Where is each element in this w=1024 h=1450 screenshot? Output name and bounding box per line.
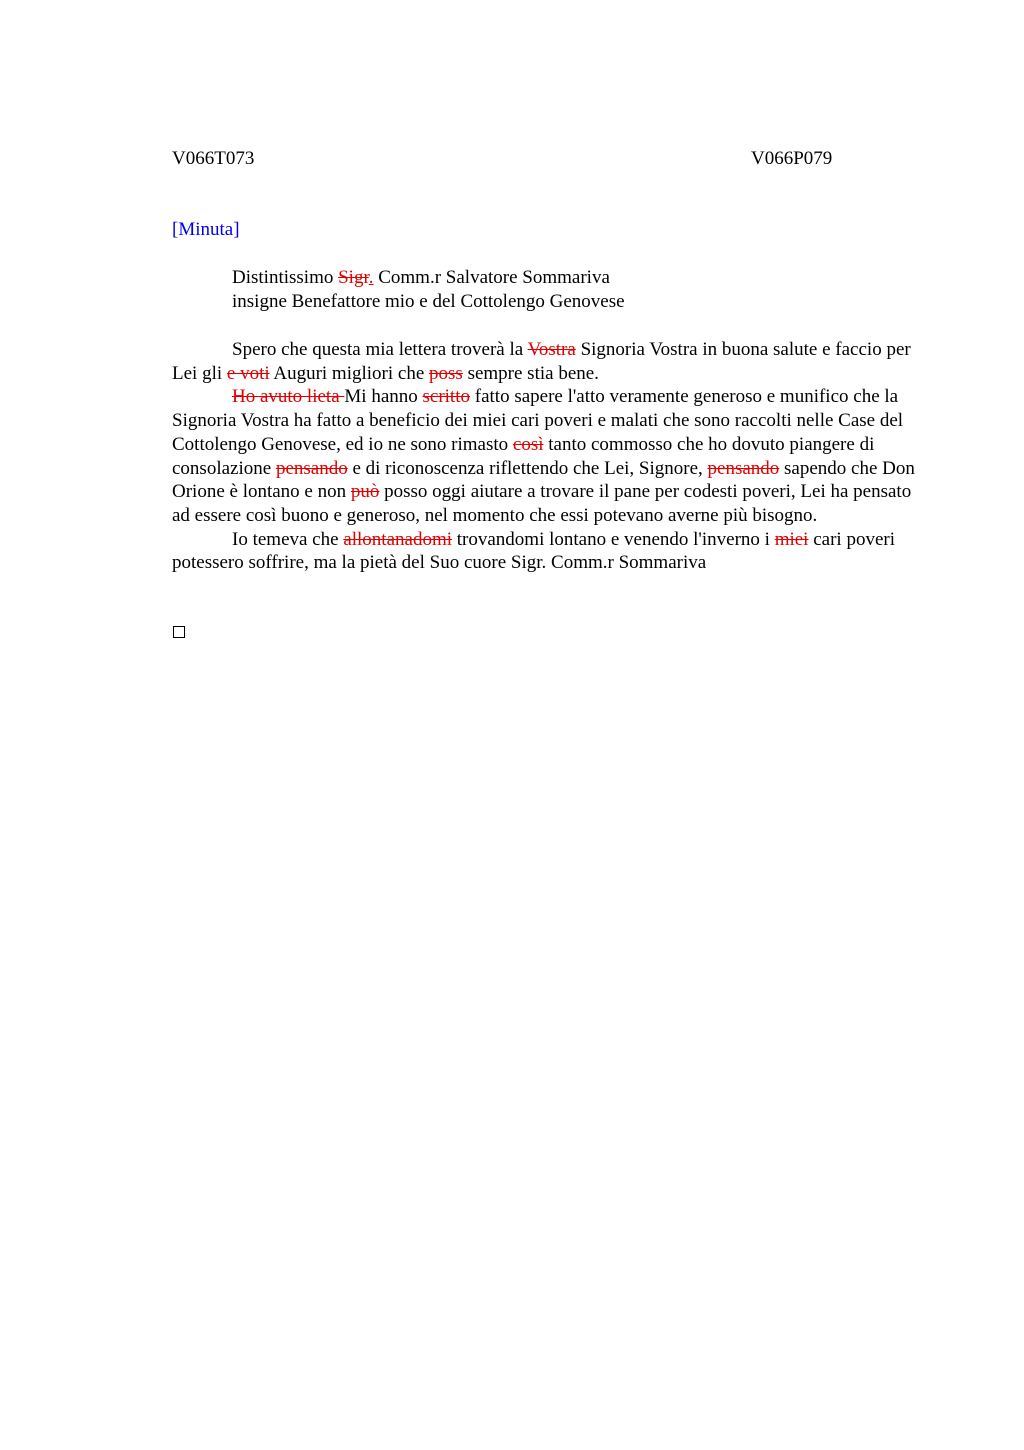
minuta-label: [Minuta] xyxy=(172,219,240,240)
deleted-text: scritto xyxy=(422,386,470,408)
letter-body xyxy=(172,338,932,575)
body-text: cari poveri potessero soffrire, ma la pietà del Suo cuore Sigr. Comm.r Sommariva xyxy=(172,528,895,574)
body-text: Io temeva che xyxy=(232,528,344,550)
address-line-1 xyxy=(232,266,625,290)
body-text: fatto sapere l'atto veramente generoso e munifico che la Signoria Vostra ha fatto a beneficio dei miei cari poveri e malati che sono raccolti nelle Case del Cottolengo Genovese, ed io ne sono rimasto xyxy=(172,386,904,455)
address-text: Comm.r Salvatore Sommariva xyxy=(373,267,610,288)
paragraph-2 xyxy=(172,385,932,527)
deleted-text: allontanadomi xyxy=(343,528,453,550)
deleted-text: Sigr xyxy=(338,267,369,288)
body-text: sapendo che Don Orione è lontano e non xyxy=(172,457,915,503)
body-text: trovandomi lontano e venendo l'inverno i xyxy=(452,528,775,550)
address-line-2: insigne Benefattore mio e del Cottolengo Genovese xyxy=(232,291,625,312)
deleted-text: Ho avuto lieta xyxy=(232,386,345,408)
body-text: posso oggi aiutare a trovare il pane per codesti poveri, Lei ha pensato ad essere così buono e generoso, nel momento che essi potevano averne più bisogno. xyxy=(172,481,912,526)
body-text: Spero che questa mia lettera troverà la xyxy=(232,339,528,360)
deleted-text: poss xyxy=(429,362,463,384)
paragraph-3 xyxy=(172,528,932,575)
deleted-text: Vostra xyxy=(527,339,576,360)
paragraph-1 xyxy=(172,338,932,385)
deleted-text: pensando xyxy=(707,457,780,479)
body-text: tanto commosso che ho dovuto piangere di consolazione xyxy=(172,433,875,479)
deleted-text: e voti xyxy=(226,362,270,384)
body-text: sempre stia bene. xyxy=(462,362,599,384)
deleted-text: miei xyxy=(774,528,809,550)
address-block xyxy=(232,266,625,314)
body-text: Auguri migliori che xyxy=(269,362,430,384)
address-text: Distintissimo xyxy=(232,267,339,288)
document-ref-left: V066T073 xyxy=(172,148,255,169)
body-text: Mi hanno xyxy=(344,386,423,408)
deleted-text: così xyxy=(512,433,544,455)
document-ref-right: V066P079 xyxy=(751,148,833,169)
body-text: e di riconoscenza riflettendo che Lei, Signore, xyxy=(347,457,708,479)
empty-square-icon xyxy=(173,626,185,638)
deleted-text: può xyxy=(350,481,380,503)
body-text: Signoria Vostra in buona salute e faccio per Lei gli xyxy=(172,339,911,384)
inserted-text: . xyxy=(368,267,374,288)
deleted-text: pensando xyxy=(275,457,348,479)
